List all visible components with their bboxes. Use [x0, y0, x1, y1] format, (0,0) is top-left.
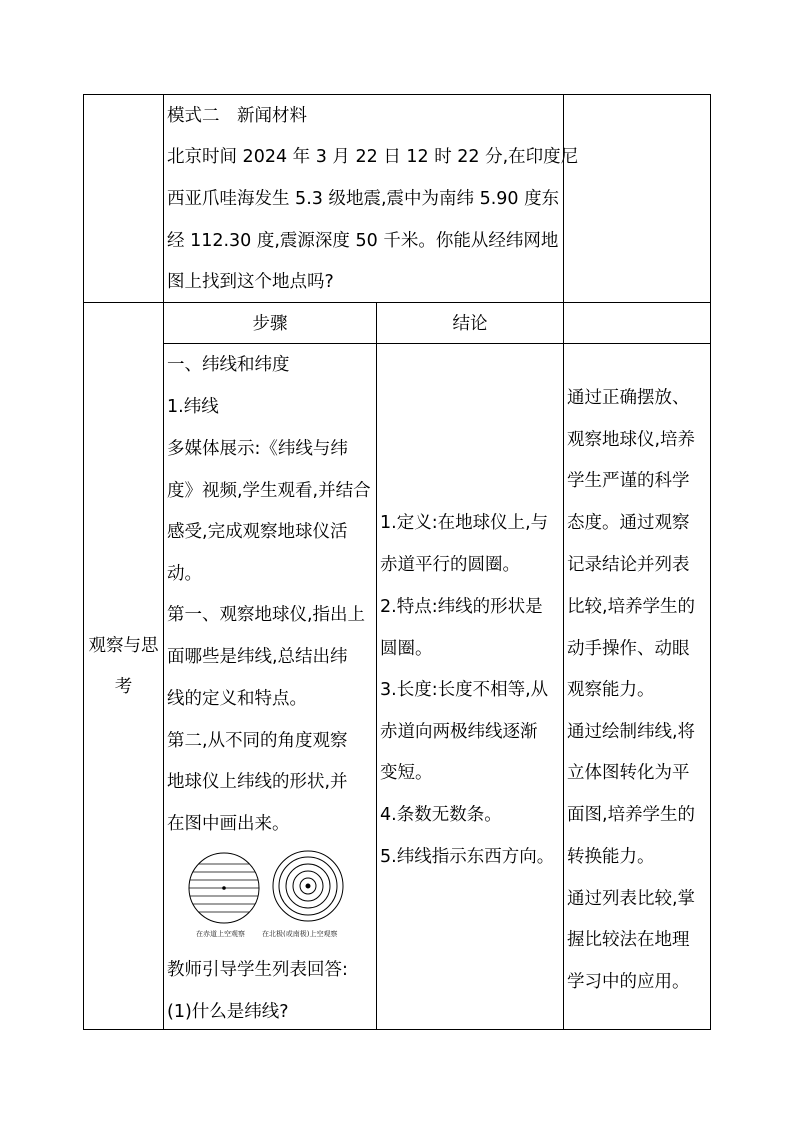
- section-label-line: 观察与思: [88, 636, 159, 656]
- table-column-divider: [376, 302, 377, 1030]
- conclusion-line: 5.纬线指示东西方向。: [380, 847, 555, 867]
- intent-line: 观察能力。: [567, 680, 655, 700]
- steps-line: 1.纬线: [167, 397, 219, 417]
- intent-line: 握比较法在地理: [567, 930, 690, 950]
- steps-line: 第一、观察地球仪,指出上: [167, 605, 366, 625]
- intent-line: 态度。通过观察: [567, 513, 690, 533]
- steps-line: 第二,从不同的角度观察: [167, 731, 348, 751]
- intent-line: 通过绘制纬线,将: [567, 722, 696, 742]
- steps-line: 感受,完成观察地球仪活: [167, 522, 348, 542]
- steps-line: 面哪些是纬线,总结出纬: [167, 647, 348, 667]
- conclusion-line: 圆圈。: [380, 639, 433, 659]
- intent-line: 转换能力。: [567, 847, 655, 867]
- steps-line: 动。: [167, 564, 202, 584]
- steps-line: 线的定义和特点。: [167, 689, 307, 709]
- intent-line: 学生严谨的科学: [567, 471, 690, 491]
- conclusion-line: 4.条数无数条。: [380, 805, 502, 825]
- figure-caption-pole: 在北极(或南极)上空观察: [262, 930, 338, 938]
- figure-caption-equator: 在赤道上空观察: [196, 930, 245, 938]
- intent-line: 观察地球仪,培养: [567, 430, 696, 450]
- globe-equator-view: [180, 853, 280, 923]
- conclusion-line: 3.长度:长度不相等,从: [380, 680, 549, 700]
- intent-line: 记录结论并列表: [567, 555, 690, 575]
- globe-polar-view: [273, 851, 343, 921]
- conclusion-line: 1.定义:在地球仪上,与: [380, 513, 549, 533]
- intent-line: 通过正确摆放、: [567, 388, 690, 408]
- latitude-illustration: [180, 848, 370, 928]
- conclusion-line: 赤道向两极纬线逐渐: [380, 722, 538, 742]
- table-column-divider: [563, 94, 564, 1030]
- steps-line: 多媒体展示:《纬线与纬: [167, 439, 348, 459]
- steps-line: 度》视频,学生观看,并结合: [167, 481, 371, 501]
- intro-line: 经 112.30 度,震源深度 50 千米。你能从经纬网地: [167, 231, 559, 251]
- steps-line: (1)什么是纬线?: [167, 1002, 289, 1022]
- table-border-top: [83, 94, 711, 95]
- intent-line: 动手操作、动眼: [567, 639, 690, 659]
- table-row-divider: [83, 302, 711, 303]
- conclusion-column-header: 结论: [452, 314, 488, 334]
- intent-line: 立体图转化为平: [567, 763, 690, 783]
- steps-line: 在图中画出来。: [167, 814, 290, 834]
- table-border-right: [710, 94, 711, 1030]
- table-column-divider: [163, 94, 164, 1030]
- intent-line: 面图,培养学生的: [567, 805, 696, 825]
- conclusion-line: 赤道平行的圆圈。: [380, 555, 520, 575]
- intro-line: 西亚爪哇海发生 5.3 级地震,震中为南纬 5.90 度东: [167, 189, 560, 209]
- intent-line: 通过列表比较,掌: [567, 889, 696, 909]
- conclusion-line: 变短。: [380, 763, 433, 783]
- intro-line: 北京时间 2024 年 3 月 22 日 12 时 22 分,在印度尼: [167, 147, 579, 167]
- conclusion-line: 2.特点:纬线的形状是: [380, 597, 543, 617]
- latitude-figure: [180, 848, 370, 942]
- table-border-bottom: [83, 1029, 711, 1030]
- steps-line: 教师引导学生列表回答:: [167, 960, 348, 980]
- intent-line: 比较,培养学生的: [567, 597, 696, 617]
- table-border-left: [83, 94, 84, 1030]
- intro-line: 模式二 新闻材料: [167, 106, 307, 126]
- intro-line: 图上找到这个地点吗?: [167, 272, 334, 292]
- intent-line: 学习中的应用。: [567, 972, 690, 992]
- steps-column-header: 步骤: [252, 314, 288, 334]
- steps-line: 地球仪上纬线的形状,并: [167, 772, 348, 792]
- section-label-line: 考: [114, 677, 133, 697]
- table-header-divider: [163, 343, 711, 344]
- steps-line: 一、纬线和纬度: [167, 355, 290, 375]
